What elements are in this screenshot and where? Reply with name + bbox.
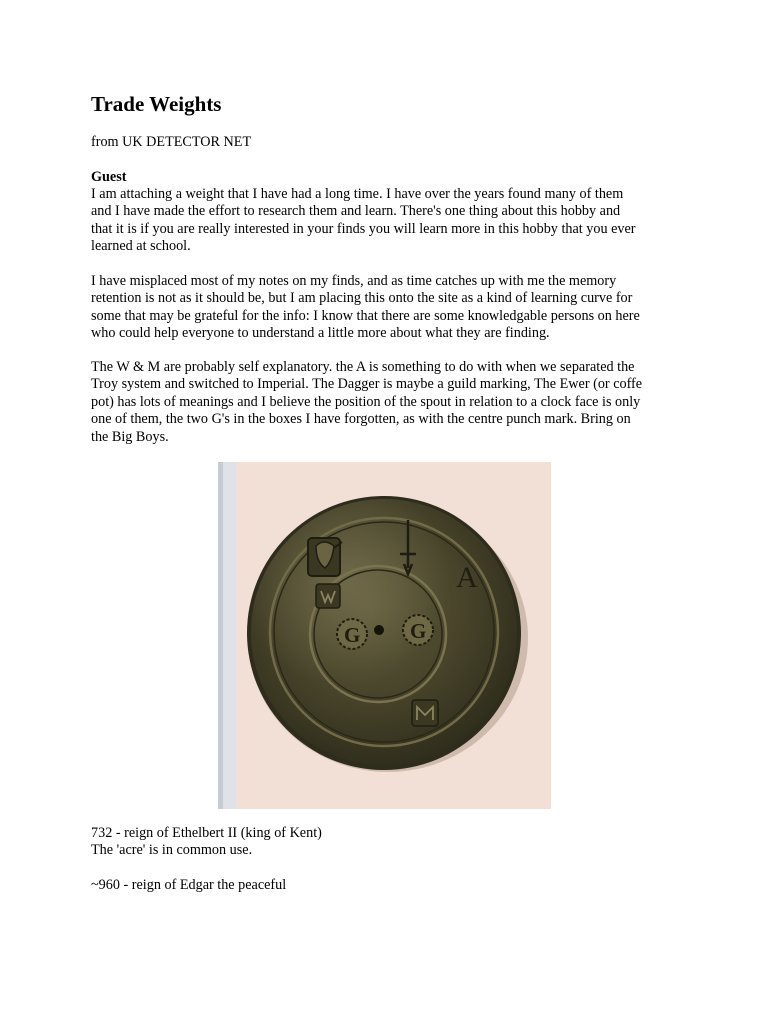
g-mark-right [403, 615, 433, 645]
text-line: and I have made the effort to research them and learn. There's one thing about this hobby and [91, 203, 621, 220]
trade-weight-photo [218, 462, 551, 809]
text-line: the Big Boys. [91, 428, 169, 445]
a-mark: A [456, 561, 478, 594]
trade-weight-image [218, 462, 551, 809]
text-line: learned at school. [91, 238, 191, 255]
text-line: who could help everyone to understand a little more about what they are finding. [91, 325, 550, 342]
centre-punch-mark [374, 625, 384, 635]
page-title: Trade Weights [91, 92, 222, 116]
post-paragraph-1 [91, 186, 691, 256]
text-line: I have misplaced most of my notes on my finds, and as time catches up with me the memory [91, 273, 617, 289]
m-mark [412, 700, 438, 726]
post-paragraph-2 [91, 273, 691, 343]
g-mark-right-letter: G [410, 619, 427, 643]
text-line: Troy system and switched to Imperial. The Dagger is maybe a guild marking, The Ewer (or coffe [91, 376, 643, 393]
author-name: Guest [91, 169, 127, 185]
post-paragraph-3 [91, 359, 691, 446]
g-mark-left-letter: G [344, 623, 361, 647]
weight-highlight [251, 499, 517, 765]
timeline-entry-960 [91, 877, 691, 894]
text-line: some that may be grateful for the info: I know that there are some knowledgable persons on here [91, 307, 640, 324]
text-line: that it is if you are really interested in your finds you will learn more in this hobby that you ever [91, 220, 636, 237]
ewer-mark [308, 538, 342, 576]
g-mark-left [337, 619, 367, 649]
text-line: I am attaching a weight that I have had a long time. I have over the years found many of them [91, 186, 624, 202]
timeline-entry-732 [91, 825, 691, 860]
photo-left-shadow [218, 462, 223, 809]
w-mark [316, 584, 340, 608]
timeline-heading: ~960 - reign of Edgar the peaceful [91, 877, 287, 893]
text-line: retention is not as it should be, but I am placing this onto the site as a kind of learning curve for [91, 290, 633, 307]
text-line: pot) has lots of meanings and I believe the position of the spout in relation to a clock face is only [91, 393, 641, 410]
text-line: The W & M are probably self explanatory. the A is something to do with when we separated the [91, 359, 635, 375]
source-line: from UK DETECTOR NET [91, 134, 252, 150]
timeline-heading: 732 - reign of Ethelbert II (king of Kent) [91, 825, 322, 841]
timeline-detail: The 'acre' is in common use. [91, 842, 253, 859]
text-line: one of them, the two G's in the boxes I have forgotten, as with the centre punch mark. Bring on [91, 411, 631, 428]
